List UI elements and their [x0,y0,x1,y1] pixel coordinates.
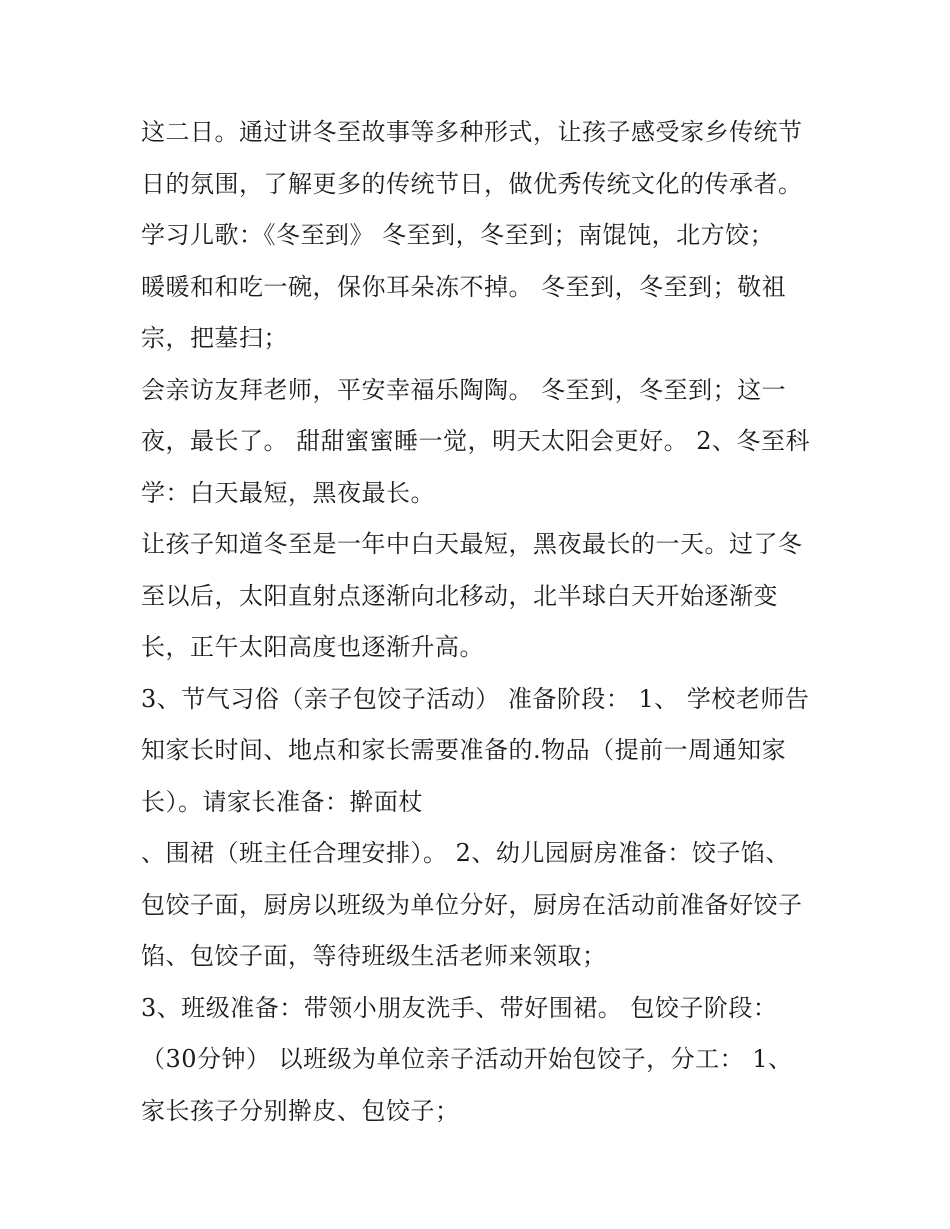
document-body [141,107,821,1137]
text-line: 让孩子知道冬至是一年中白天最短，黑夜最长的一天。过了冬 [141,530,803,558]
text-line: 学：白天最短，黑夜最长。 [141,478,435,507]
text-line: 学习儿歌：《冬至到》 冬至到，冬至到；南馄饨，北方饺； [141,221,775,249]
text-line: 会亲访友拜老师，平安幸福乐陶陶。 冬至到，冬至到；这一 [141,375,787,404]
text-line: （30分钟） 以班级为单位亲子活动开始包饺子，分工： 1、 [141,1045,793,1073]
text-line: 宗，把墓扫； [141,324,288,352]
text-line: 馅、包饺子面，等待班级生活老师来领取； [141,942,607,970]
text-line: 至以后，太阳直射点逐渐向北移动，北半球白天开始逐渐变 [141,581,778,610]
text-line: 暖暖和和吃一碗，保你耳朵冻不掉。 冬至到，冬至到；敬祖 [141,272,787,301]
text-line: 长）。请家长准备：擀面杖 [141,787,423,816]
text-line: 3、节气习俗（亲子包饺子活动） 准备阶段： 1、 学校老师告 [141,684,810,713]
text-line: 家长孩子分别擀皮、包饺子； [141,1096,460,1125]
text-line: 日的氛围，了解更多的传统节日，做优秀传统文化的传承者。 [141,169,803,198]
text-line: 3、班级准备：带领小朋友洗手、带好围裙。 包饺子阶段： [141,993,778,1022]
text-line: 、围裙（班主任合理安排）。 2、幼儿园厨房准备：饺子馅、 [141,839,790,867]
text-line: 知家长时间、地点和家长需要准备的.物品（提前一周通知家 [141,736,787,764]
text-line: 长，正午太阳高度也逐渐升高。 [141,633,484,661]
text-line: 这二日。通过讲冬至故事等多种形式，让孩子感受家乡传统节 [141,118,803,146]
text-line: 夜，最长了。 甜甜蜜蜜睡一觉，明天太阳会更好。 2、冬至科 [141,427,811,455]
text-line: 包饺子面，厨房以班级为单位分好，厨房在活动前准备好饺子 [141,890,803,919]
